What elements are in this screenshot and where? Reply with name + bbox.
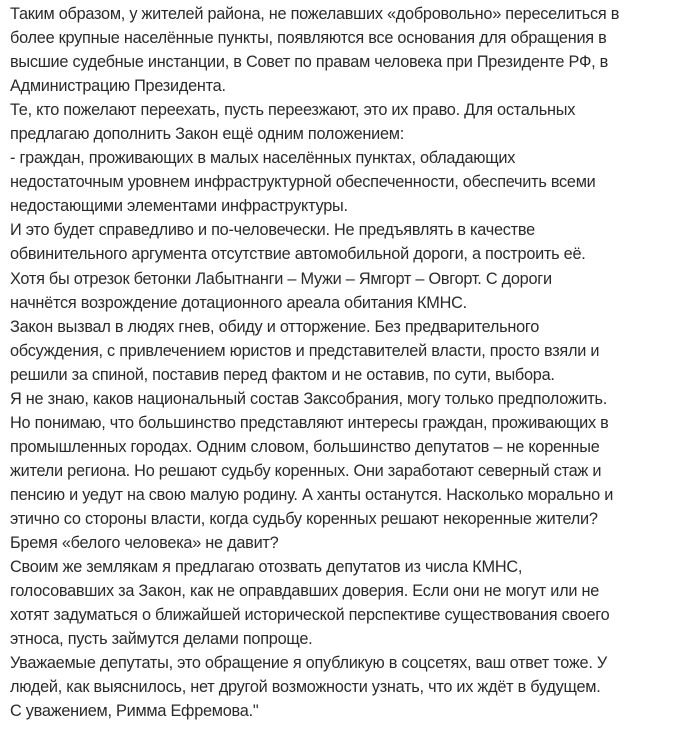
paragraph bbox=[10, 555, 619, 651]
text-line: этично со стороны власти, когда судьбу коренных решают некоренные жители? bbox=[10, 509, 598, 528]
paragraph bbox=[10, 651, 619, 699]
paragraph bbox=[10, 315, 619, 387]
text-line: более крупные населённые пункты, появляются все основания для обращения в bbox=[10, 29, 607, 48]
text-line: Уважаемые депутаты, это обращение я опубликую в соцсетях, ваш ответ тоже. У bbox=[10, 654, 608, 673]
text-line: - граждан, проживающих в малых населённых пунктах, обладающих bbox=[10, 149, 516, 168]
text-line: Но понимаю, что большинство представляют интересы граждан, проживающих в bbox=[10, 413, 609, 432]
text-line: этноса, пусть займутся делами попроще. bbox=[10, 630, 313, 649]
paragraph bbox=[10, 387, 619, 555]
text-line: людей, как выяснилось, нет другой возможности узнать, что их ждёт в будущем. bbox=[10, 678, 601, 697]
text-line: Те, кто пожелают переехать, пусть переезжают, это их право. Для остальных bbox=[10, 101, 576, 120]
text-line: Закон вызвал в людях гнев, обиду и отторжение. Без предварительного bbox=[10, 317, 540, 336]
text-line: предлагаю дополнить Закон ещё одним положением: bbox=[10, 125, 405, 144]
text-line: Администрацию Президента. bbox=[10, 77, 226, 96]
text-line: недостаточным уровнем инфраструктурной обеспеченности, обеспечить всеми bbox=[10, 173, 596, 192]
text-line: хотят задуматься о ближайшей исторической перспективе существования своего bbox=[10, 606, 610, 625]
text-line: недостающими элементами инфраструктуры. bbox=[10, 197, 348, 216]
text-line: С уважением, Римма Ефремова." bbox=[10, 702, 259, 721]
paragraph bbox=[10, 699, 619, 723]
text-line: Бремя «белого человека» не давит? bbox=[10, 534, 279, 553]
paragraph bbox=[10, 218, 619, 314]
text-line: Таким образом, у жителей района, не пожелавших «добровольно» переселиться в bbox=[10, 5, 620, 23]
text-line: высшие судебные инстанции, в Совет по правам человека при Президенте РФ, в bbox=[10, 53, 609, 72]
text-line: Своим же землякам я предлагаю отозвать депутатов из числа КМНС, bbox=[10, 558, 523, 577]
text-line: Хотя бы отрезок бетонки Лабытнанги – Мужи – Ямгорт – Овгорт. С дороги bbox=[10, 269, 552, 288]
letter-text bbox=[10, 2, 619, 723]
text-line: обсуждения, с привлечением юристов и представителей власти, просто взяли и bbox=[10, 341, 600, 360]
text-line: Я не знаю, каков национальный состав Заксобрания, могу только предположить. bbox=[10, 389, 608, 408]
paragraph bbox=[10, 2, 619, 98]
text-line: обвинительного аргумента отсутствие автомобильной дороги, а построить её. bbox=[10, 245, 586, 264]
text-line: И это будет справедливо и по-человечески. Не предъявлять в качестве bbox=[10, 221, 535, 240]
text-line: промышленных городах. Одним словом, большинство депутатов – не коренные bbox=[10, 437, 600, 456]
text-line: жители региона. Но решают судьбу коренных. Они заработают северный стаж и bbox=[10, 461, 602, 480]
text-line: решили за спиной, поставив перед фактом и не оставив, по сути, выбора. bbox=[10, 365, 555, 384]
paragraph bbox=[10, 146, 619, 218]
paragraph bbox=[10, 98, 619, 146]
text-line: пенсию и уедут на свою малую родину. А ханты останутся. Насколько морально и bbox=[10, 485, 614, 504]
text-line: голосовавших за Закон, как не оправдавших доверия. Если они не могут или не bbox=[10, 582, 600, 601]
text-line: начнётся возрождение дотационного ареала обитания КМНС. bbox=[10, 293, 467, 312]
